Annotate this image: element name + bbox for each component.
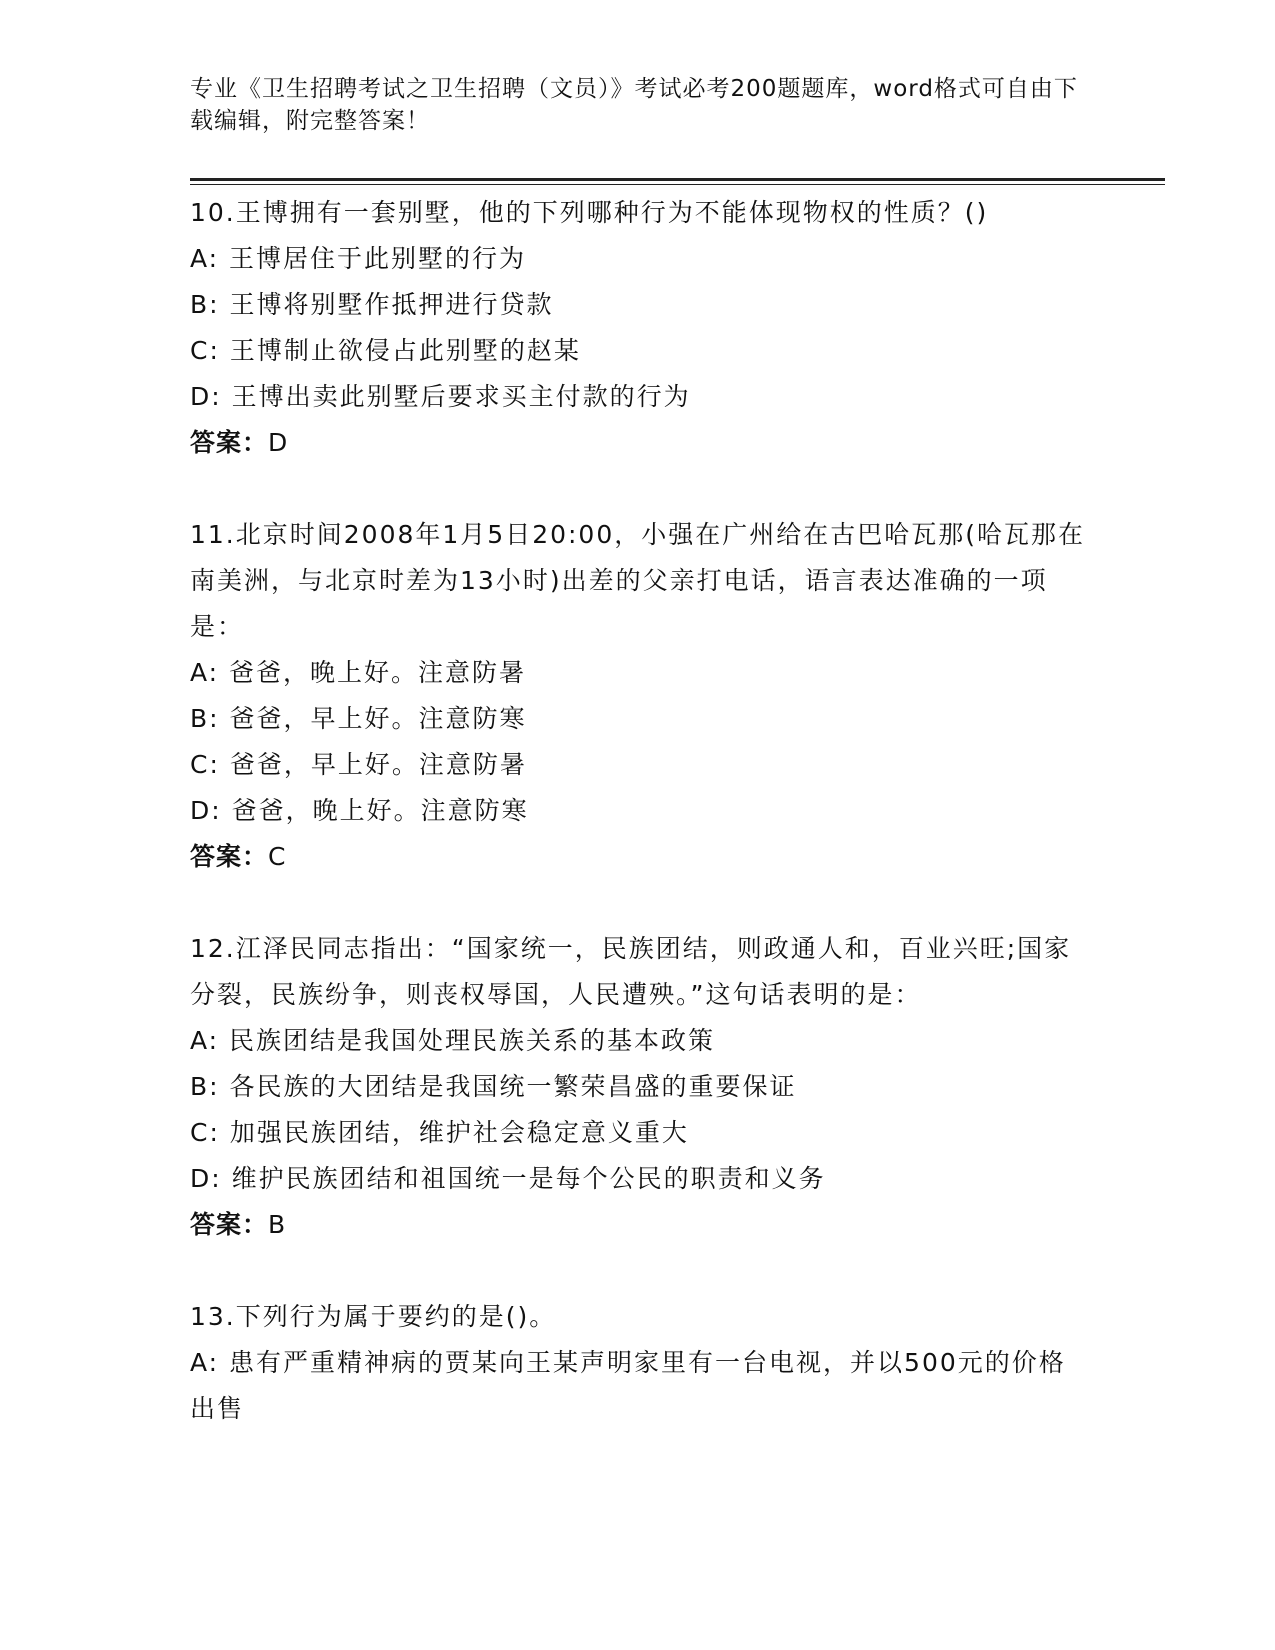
question-stem: 13.下列行为属于要约的是()。 (190, 1302, 557, 1331)
answer-label: 答案： (190, 842, 269, 871)
header-divider-thin (190, 184, 1165, 185)
option-d: D: 王博出卖此别墅后要求买主付款的行为 (190, 382, 691, 411)
question-10 (190, 190, 1090, 466)
option-c: C: 爸爸，早上好。注意防暑 (190, 750, 527, 779)
answer-line (190, 420, 1090, 466)
answer-line (190, 834, 1090, 880)
question-13 (190, 1294, 1090, 1432)
option-b: B: 王博将别墅作抵押进行贷款 (190, 290, 554, 319)
answer-value: B (268, 1210, 287, 1239)
option-a: A: 民族团结是我国处理民族关系的基本政策 (190, 1026, 716, 1055)
option-d: D: 爸爸，晚上好。注意防寒 (190, 796, 529, 825)
answer-value: C (268, 842, 287, 871)
question-stem: 12.江泽民同志指出：“国家统一，民族团结，则政通人和，百业兴旺;国家分裂，民族纷争，则丧权辱国，人民遭殃。”这句话表明的是： (190, 934, 1072, 1009)
question-list (190, 190, 1090, 1432)
answer-value: D (268, 428, 289, 457)
option-a: A: 患有严重精神病的贾某向王某声明家里有一台电视，并以500元的价格出售 (190, 1348, 1066, 1423)
header-divider-thick (190, 178, 1165, 181)
answer-label: 答案： (190, 428, 269, 457)
option-d: D: 维护民族团结和祖国统一是每个公民的职责和义务 (190, 1164, 826, 1193)
option-a: A: 爸爸，晚上好。注意防暑 (190, 658, 527, 687)
option-b: B: 爸爸，早上好。注意防寒 (190, 704, 527, 733)
document-header: 专业《卫生招聘考试之卫生招聘（文员）》考试必考200题题库，word格式可自由下载编辑，附完整答案！ (190, 76, 1078, 134)
answer-line (190, 1202, 1090, 1248)
question-stem: 10.王博拥有一套别墅，他的下列哪种行为不能体现物权的性质？() (190, 198, 989, 227)
answer-label: 答案： (190, 1210, 269, 1239)
question-12 (190, 926, 1090, 1248)
question-11 (190, 512, 1090, 880)
option-a: A: 王博居住于此别墅的行为 (190, 244, 527, 273)
option-c: C: 王博制止欲侵占此别墅的赵某 (190, 336, 581, 365)
option-c: C: 加强民族团结，维护社会稳定意义重大 (190, 1118, 689, 1147)
question-stem: 11.北京时间2008年1月5日20:00，小强在广州给在古巴哈瓦那(哈瓦那在南美洲，与北京时差为13小时)出差的父亲打电话，语言表达准确的一项是： (190, 520, 1085, 641)
option-b: B: 各民族的大团结是我国统一繁荣昌盛的重要保证 (190, 1072, 797, 1101)
